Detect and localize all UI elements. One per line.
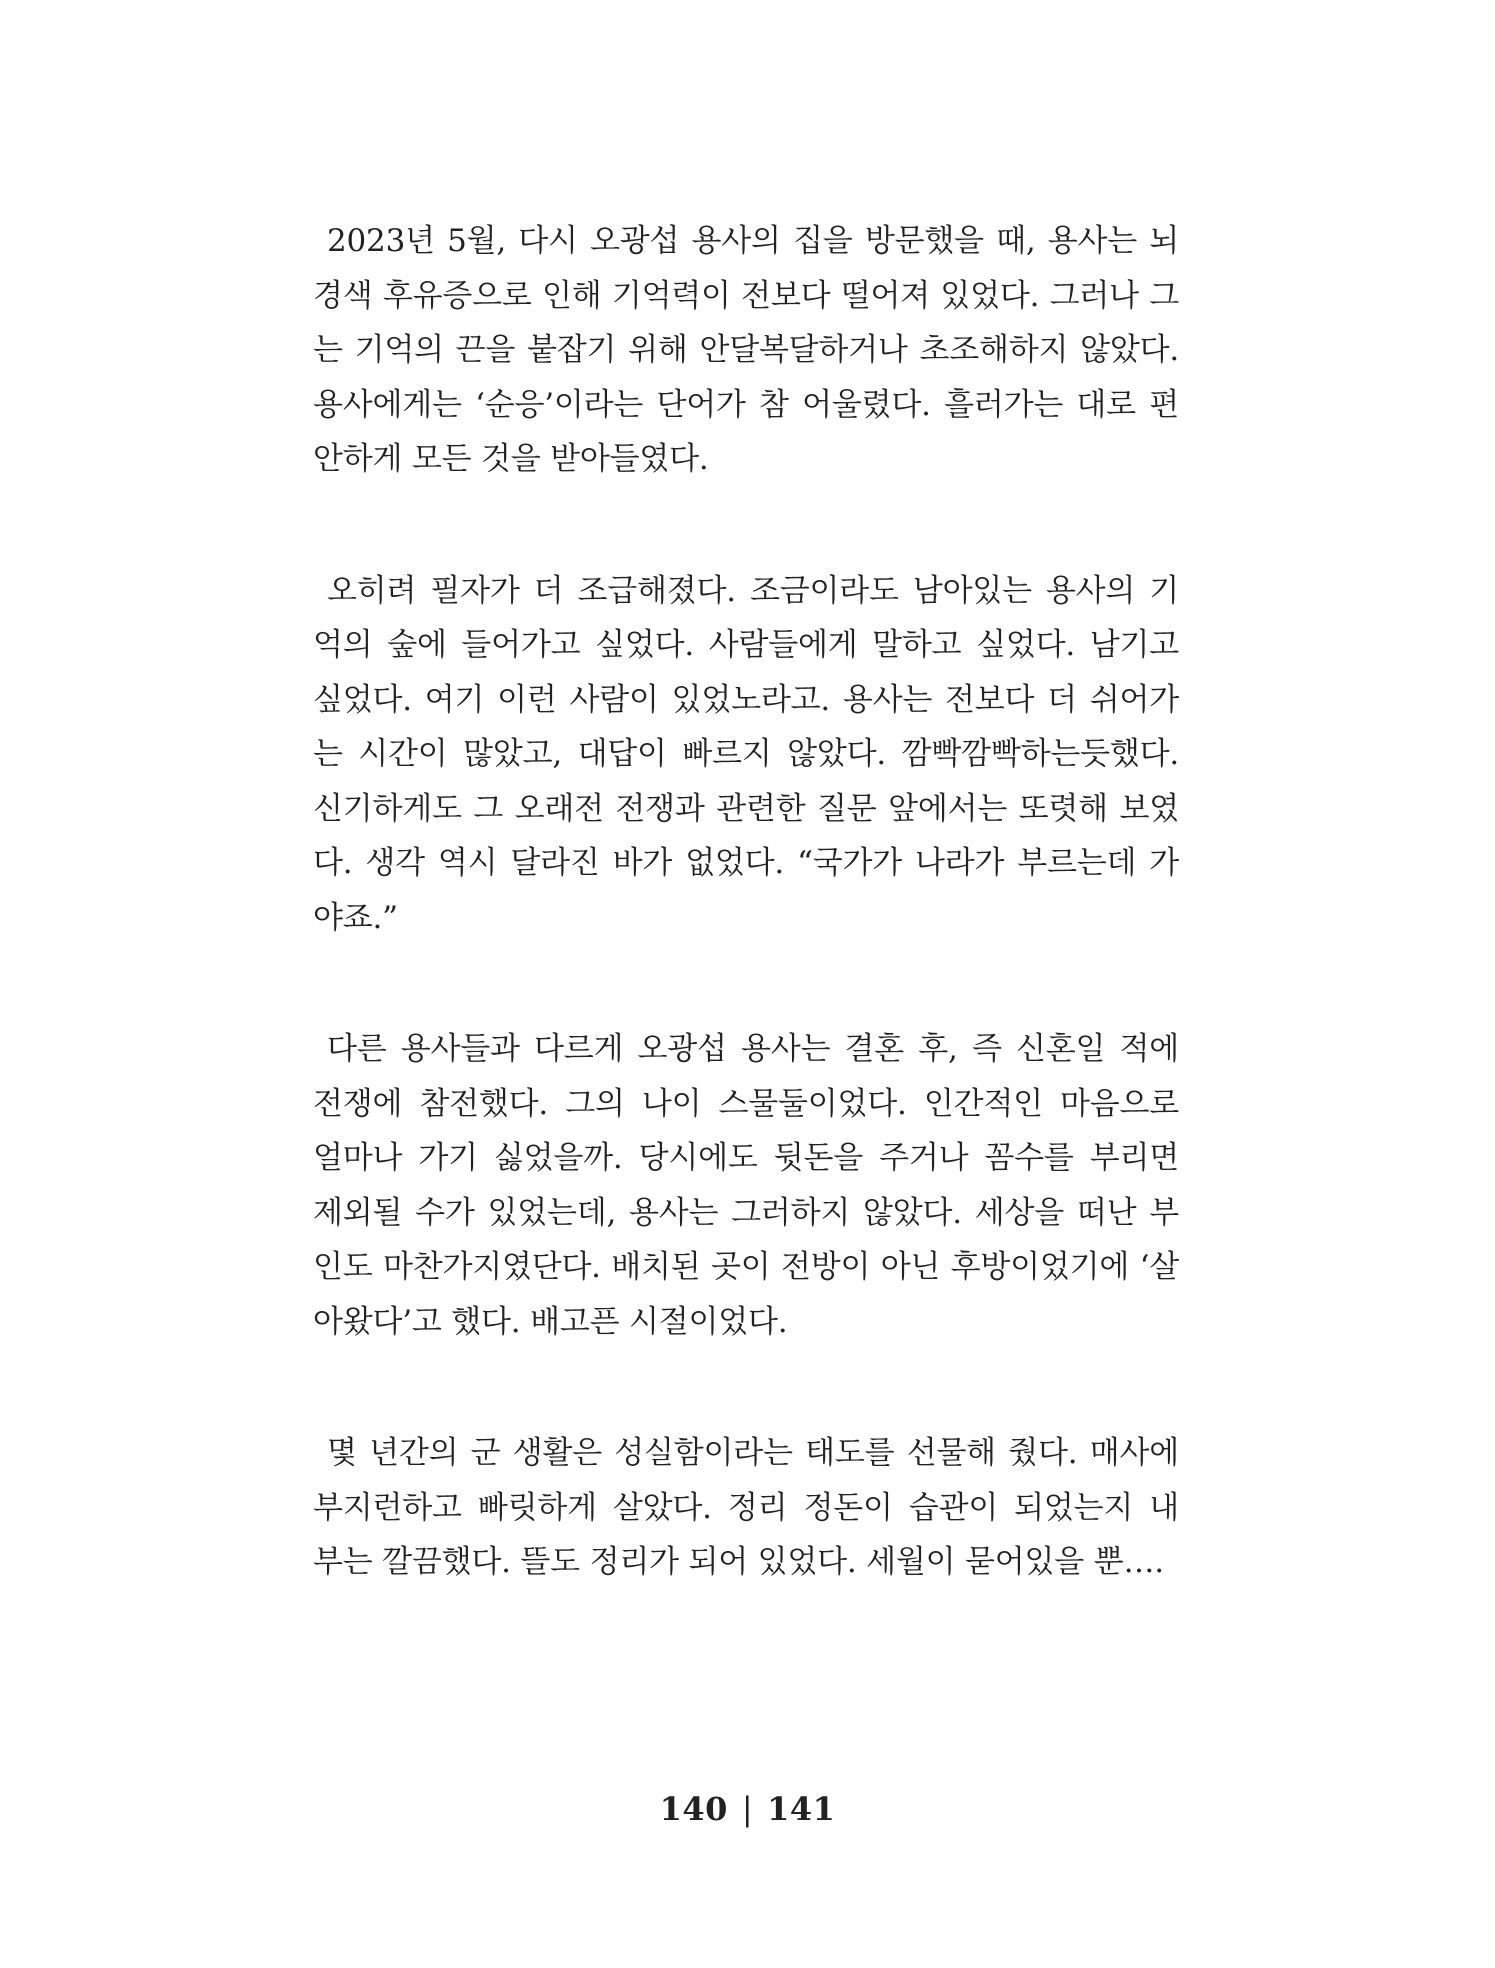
text-line: 는 시간이 많았고, 대답이 빠르지 않았다. 깜빡깜빡하는듯했다.: [313, 736, 1179, 772]
text-line: 다른 용사들과 다르게 오광섭 용사는 결혼 후, 즉 신혼일 적에: [327, 1031, 1179, 1067]
text-line: 안하게 모든 것을 받아들였다.: [313, 441, 709, 477]
text-line: 전쟁에 참전했다. 그의 나이 스물둘이었다. 인간적인 마음으로: [313, 1085, 1179, 1122]
page-numbers: [0, 1790, 1495, 1828]
text-line: 부는 깔끔했다. 뜰도 정리가 되어 있었다. 세월이 묻어있을 뿐….: [313, 1544, 1164, 1580]
text-line: 싶었다. 여기 이런 사람이 있었노라고. 용사는 전보다 더 쉬어가: [313, 681, 1179, 718]
text-line: 2023년 5월, 다시 오광섭 용사의 집을 방문했을 때, 용사는 뇌: [327, 223, 1179, 259]
text-line: 몇 년간의 군 생활은 성실함이라는 태도를 선물해 줬다. 매사에: [327, 1435, 1179, 1471]
text-line: 신기하게도 그 오래전 전쟁과 관련한 질문 앞에서는 또렷해 보였: [313, 790, 1179, 827]
text-line: 얼마나 가기 싫었을까. 당시에도 뒷돈을 주거나 꼼수를 부리면: [313, 1140, 1179, 1176]
paragraph-3: [313, 1022, 1179, 1349]
paragraph-1: [313, 214, 1179, 487]
right-page-number: 141: [767, 1790, 836, 1828]
left-page-number: 140: [659, 1790, 728, 1828]
text-line: 제외될 수가 있었는데, 용사는 그러하지 않았다. 세상을 떠난 부: [313, 1194, 1179, 1231]
paragraph-2: [313, 564, 1179, 946]
text-line: 는 기억의 끈을 붙잡기 위해 안달복달하거나 초조해하지 않았다.: [313, 332, 1179, 368]
text-line: 다. 생각 역시 달라진 바가 없었다. “국가가 나라가 부르는데 가: [313, 845, 1179, 881]
paragraph-4: [313, 1426, 1179, 1590]
text-line: 부지런하고 빠릿하게 살았다. 정리 정돈이 습관이 되었는지 내: [313, 1489, 1179, 1526]
text-line: 용사에게는 ‘순응’이라는 단어가 참 어울렸다. 흘러가는 대로 편: [313, 386, 1179, 423]
text-line: 경색 후유증으로 인해 기억력이 전보다 떨어져 있었다. 그러나 그: [313, 277, 1179, 314]
page-body: [313, 214, 1179, 1667]
text-line: 아왔다’고 했다. 배고픈 시절이었다.: [313, 1303, 788, 1340]
text-line: 야죠.”: [313, 899, 398, 936]
page-number-separator: |: [741, 1790, 754, 1828]
text-line: 억의 숲에 들어가고 싶었다. 사람들에게 말하고 싶었다. 남기고: [313, 627, 1179, 663]
text-line: 오히려 필자가 더 조급해졌다. 조금이라도 남아있는 용사의 기: [327, 572, 1179, 609]
text-line: 인도 마찬가지였단다. 배치된 곳이 전방이 아닌 후방이었기에 ‘살: [313, 1249, 1179, 1285]
